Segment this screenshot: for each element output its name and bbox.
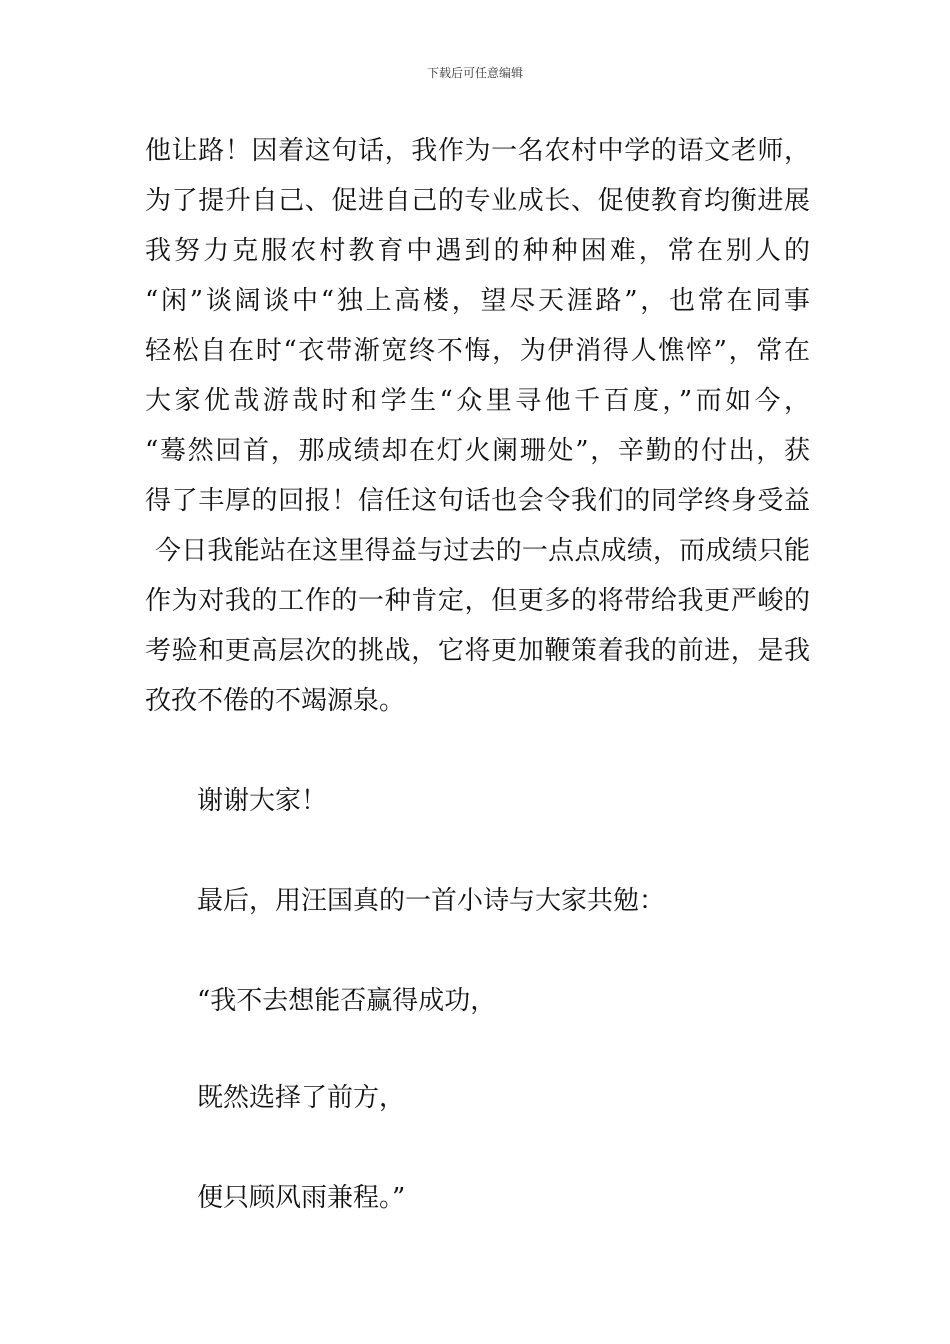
poem-line: 既然选择了前方， bbox=[197, 1083, 406, 1113]
page-header: 下载后可任意编辑 bbox=[426, 66, 523, 80]
text-line: 孜孜不倦的不竭源泉。 bbox=[145, 686, 406, 716]
text-line: 今日我能站在这里得益与过去的一点点成绩，而成绩只能 bbox=[155, 536, 810, 566]
text-line: 他让路！因着这句话，我作为一名农村中学的语文老师， bbox=[145, 136, 810, 166]
text-line: 轻松自在时“衣带渐宽终不悔，为伊消得人憔悴”，常在 bbox=[145, 336, 810, 366]
text-line: 得了丰厚的回报！信任这句话也会令我们的同学终身受益 bbox=[145, 486, 810, 516]
closing-intro: 最后，用汪国真的一首小诗与大家共勉： bbox=[197, 886, 666, 916]
text-line: 我努力克服农村教育中遇到的种种困难，常在别人的 bbox=[145, 236, 810, 266]
text-line: 大家优哉游哉时和学生“众里寻他千百度，”而如今， bbox=[145, 386, 810, 416]
text-line: 为了提升自己、促进自己的专业成长、促使教育均衡进展 bbox=[145, 186, 810, 216]
poem-line: 便只顾风雨兼程。” bbox=[197, 1183, 406, 1213]
text-line: 作为对我的工作的一种肯定，但更多的将带给我更严峻的 bbox=[145, 586, 810, 616]
text-line: “蓦然回首，那成绩却在灯火阑珊处”，辛勤的付出，获 bbox=[145, 436, 810, 466]
text-line: “闲”谈阔谈中“独上高楼，望尽天涯路”，也常在同事 bbox=[145, 286, 810, 316]
thanks-line: 谢谢大家！ bbox=[197, 786, 328, 816]
poem-line: “我不去想能否赢得成功， bbox=[197, 986, 497, 1016]
text-line: 考验和更高层次的挑战，它将更加鞭策着我的前进，是我 bbox=[145, 636, 810, 666]
